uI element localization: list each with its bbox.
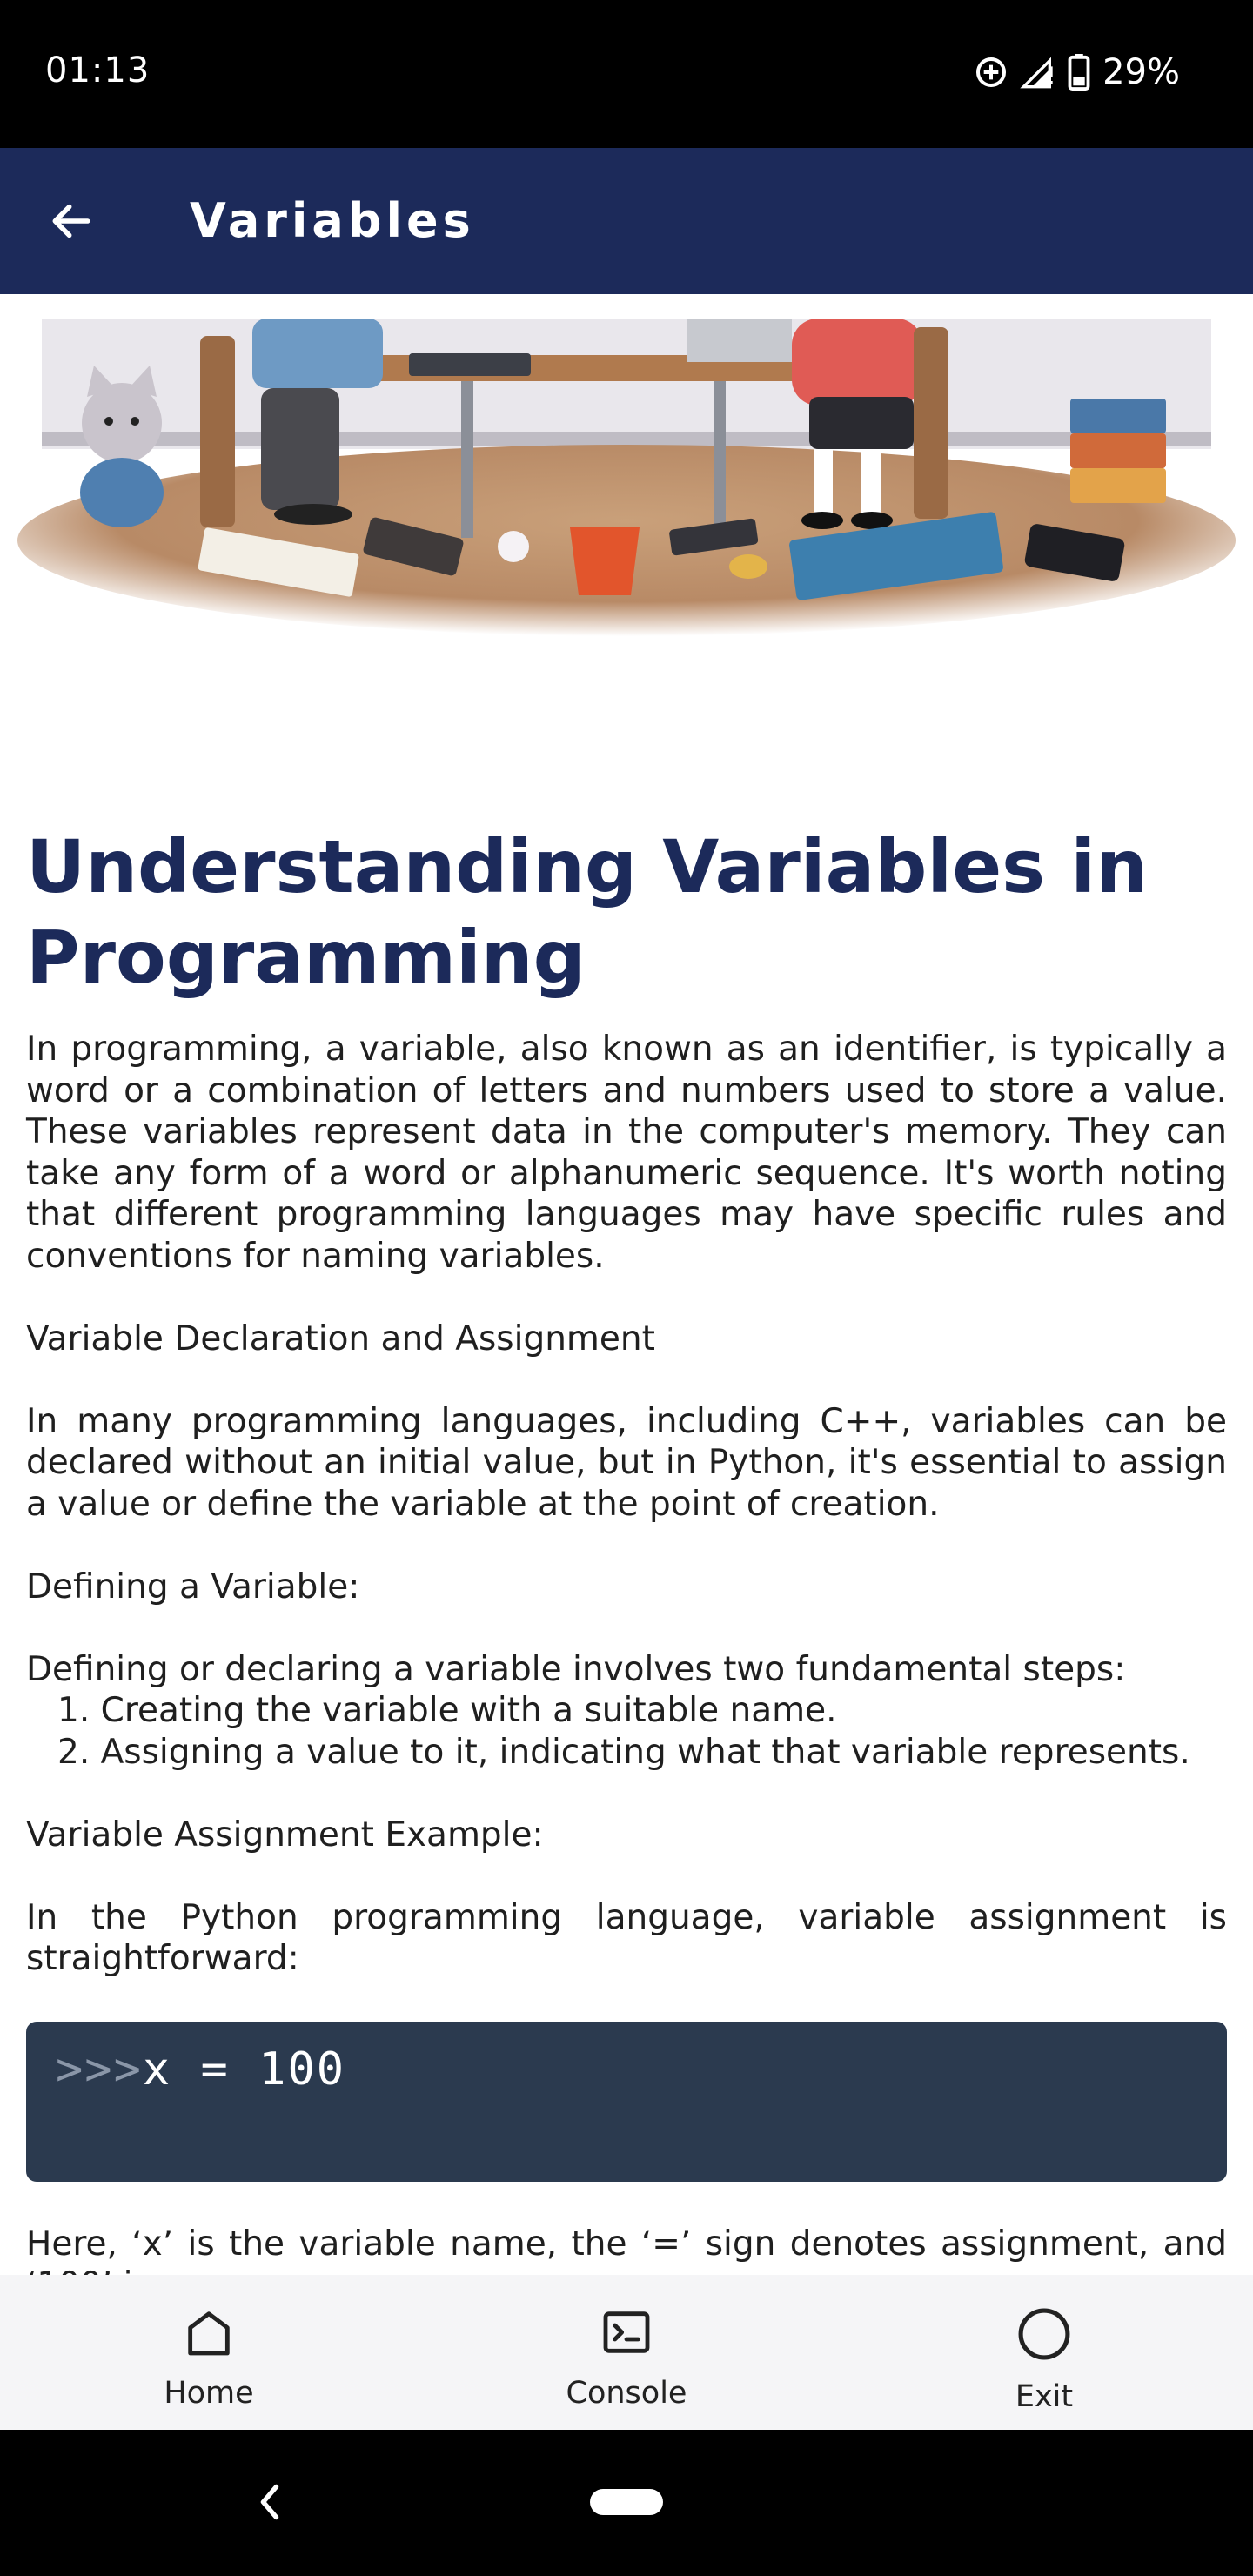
section-title: Variable Declaration and Assignment — [26, 1318, 655, 1358]
list-item: 2. Assigning a value to it, indicating what that variable represents. — [57, 1732, 1190, 1772]
section-body: In the Python programming language, variable assignment is straightforward: — [26, 1897, 1227, 1978]
article-scroll-area[interactable] — [0, 294, 1253, 2275]
system-back-button[interactable] — [252, 2480, 287, 2527]
section-title: Variable Assignment Example: — [26, 1815, 544, 1855]
data-saver-icon — [974, 55, 1008, 90]
nav-console[interactable] — [418, 2275, 835, 2430]
code-block — [26, 2022, 1227, 2182]
home-icon — [181, 2304, 237, 2360]
article-body — [26, 1029, 1227, 2347]
article-continuation: Here, ‘x’ is the variable name, the ‘=’ sign denotes assignment, and — [26, 2224, 1227, 2264]
steps-list — [26, 1690, 1227, 1773]
signal-icon — [1021, 55, 1055, 90]
nav-home[interactable] — [0, 2275, 418, 2430]
section-title: Defining a Variable: — [26, 1566, 360, 1607]
nav-label: Home — [164, 2376, 254, 2411]
system-home-pill[interactable] — [590, 2489, 663, 2515]
chevron-left-icon — [252, 2480, 287, 2524]
console-icon — [599, 2304, 654, 2360]
status-time: 01:13 — [45, 50, 151, 91]
system-navigation-bar — [0, 2430, 1253, 2576]
circle-icon — [1015, 2304, 1074, 2364]
bottom-navigation — [0, 2275, 1253, 2430]
app-bar — [0, 148, 1253, 294]
battery-percentage: 29% — [1102, 52, 1180, 92]
back-button[interactable] — [35, 184, 108, 258]
section-body: Defining or declaring a variable involves two fundamental steps: — [26, 1649, 1126, 1689]
status-icons — [974, 52, 1180, 92]
battery-icon — [1068, 54, 1090, 91]
list-item: 1. Creating the variable with a suitable name. — [57, 1691, 837, 1730]
arrow-left-icon — [47, 197, 96, 245]
article-heading: Understanding Variables in Programming — [26, 824, 1148, 1000]
page-title: Variables — [190, 193, 475, 248]
code-text: x = 100 — [142, 2043, 346, 2096]
nav-label: Console — [566, 2376, 687, 2411]
nav-label: Exit — [1015, 2379, 1074, 2414]
nav-exit[interactable] — [835, 2275, 1253, 2430]
section-body: In many programming languages, including C++, variables can be declared without an initial value, but in Python, it's essential to assign a value or define the variable at the point of creation. — [26, 1401, 1227, 1524]
article-intro: In programming, a variable, also known as an identifier, is typically a word or a combination of letters and numbers used to store a value. These variables represent data in the computer's memory. They can take any form of a word or alphanumeric sequence. It's worth noting that different programming languages may have specific rules and conventions for naming variables. — [26, 1030, 1227, 1276]
code-prompt: >>> — [56, 2043, 143, 2096]
status-bar — [0, 0, 1253, 148]
